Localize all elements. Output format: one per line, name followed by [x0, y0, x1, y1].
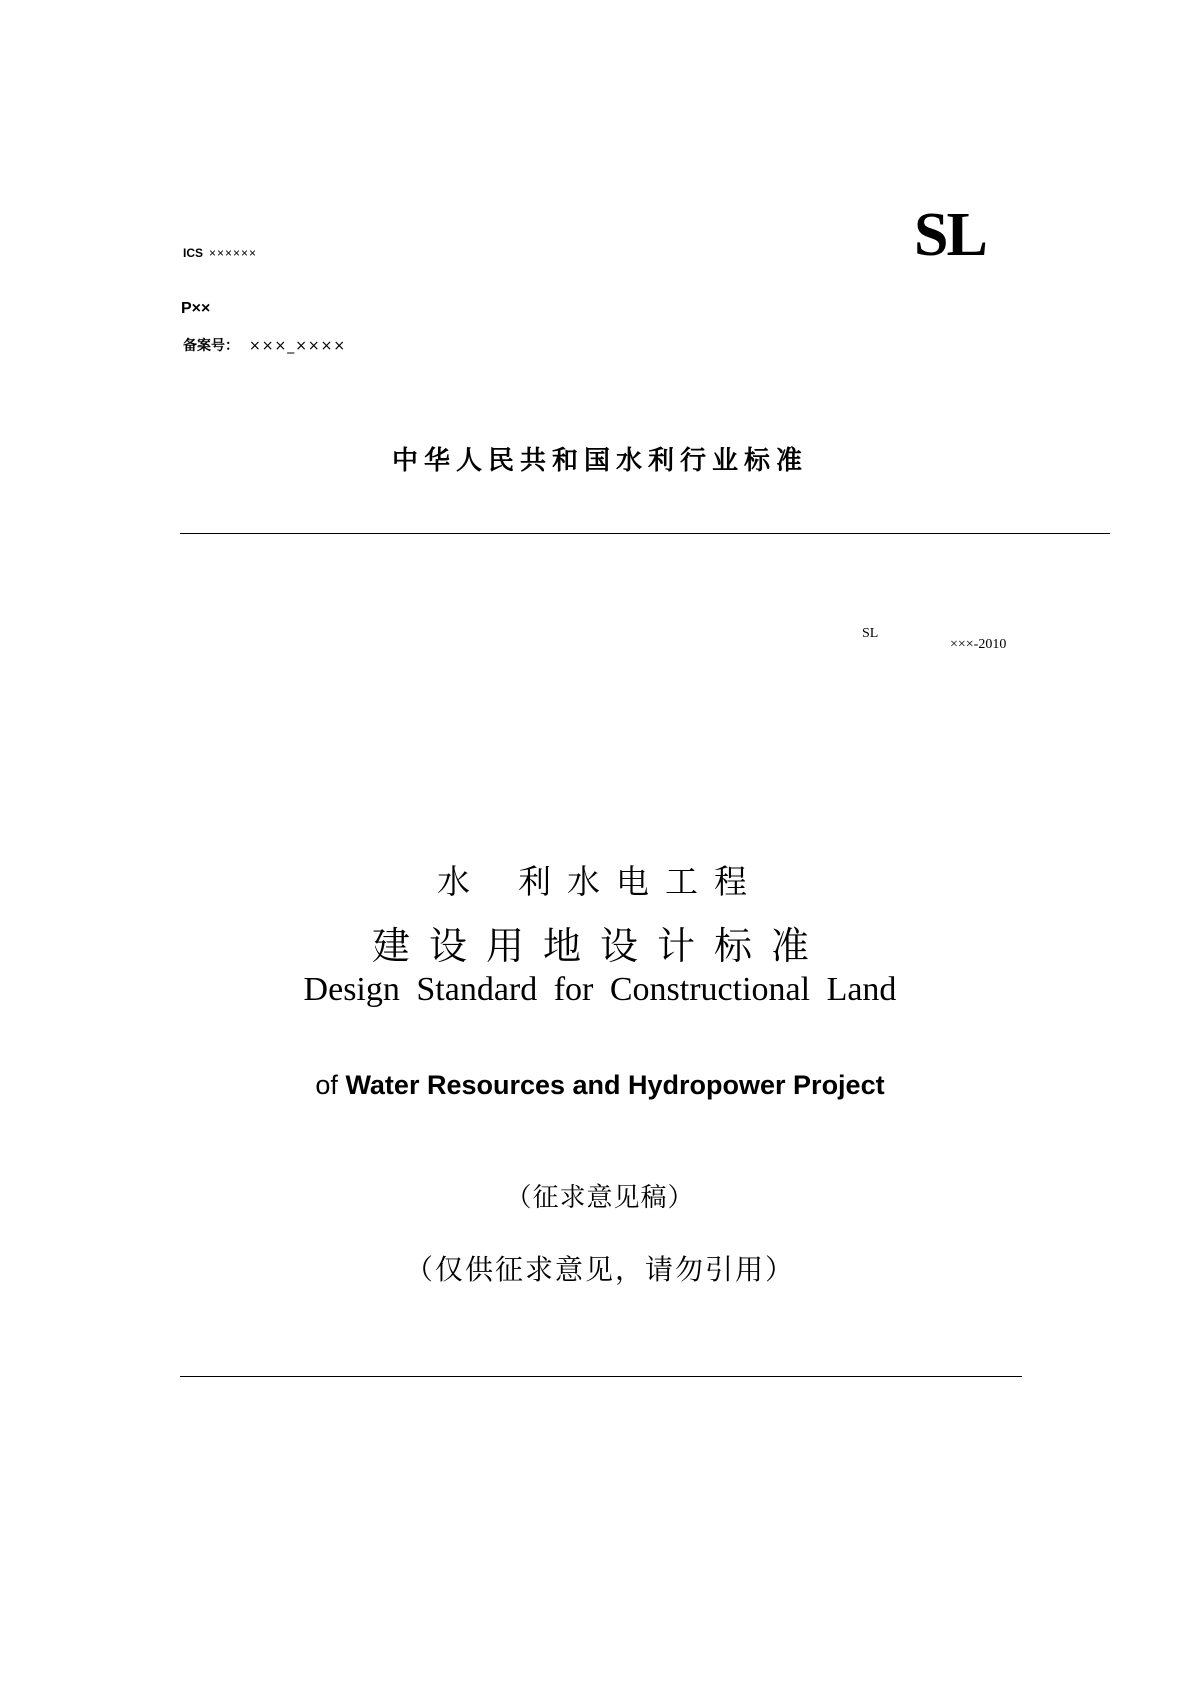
industry-standard-title: 中华人民共和国水利行业标准: [391, 446, 808, 476]
record-value: ×××_××××: [249, 338, 347, 354]
standard-code-number: ×××-2010: [950, 637, 1007, 652]
ics-value: ××××××: [209, 246, 258, 260]
ics-code: [183, 246, 257, 260]
ics-label: ICS: [183, 246, 204, 260]
title-cn-line-1: [0, 856, 1200, 903]
title-en-line-2: [0, 1070, 1200, 1101]
title-en-line-2-prefix: of: [315, 1070, 338, 1100]
bottom-divider: [180, 1376, 1022, 1377]
title-cn-line-1-b: 利水电工程: [518, 862, 763, 901]
title-cn-line-2: 建设用地设计标准: [371, 924, 828, 968]
record-label: 备案号：: [183, 338, 239, 354]
title-en-line-1: Design Standard for Constructional Land: [303, 971, 897, 1008]
top-divider: [180, 533, 1110, 534]
title-en-line-2-bold: Water Resources and Hydropower Project: [345, 1070, 885, 1100]
citation-notice: （仅供征求意见，请勿引用）: [404, 1253, 795, 1286]
title-cn-line-1-a: 水: [437, 862, 482, 901]
standard-code-prefix: SL: [862, 626, 879, 641]
sl-logo: SL: [914, 201, 986, 269]
draft-status: （征求意见稿）: [505, 1183, 695, 1213]
record-number: [183, 335, 346, 355]
classification-code: P××: [181, 300, 211, 317]
